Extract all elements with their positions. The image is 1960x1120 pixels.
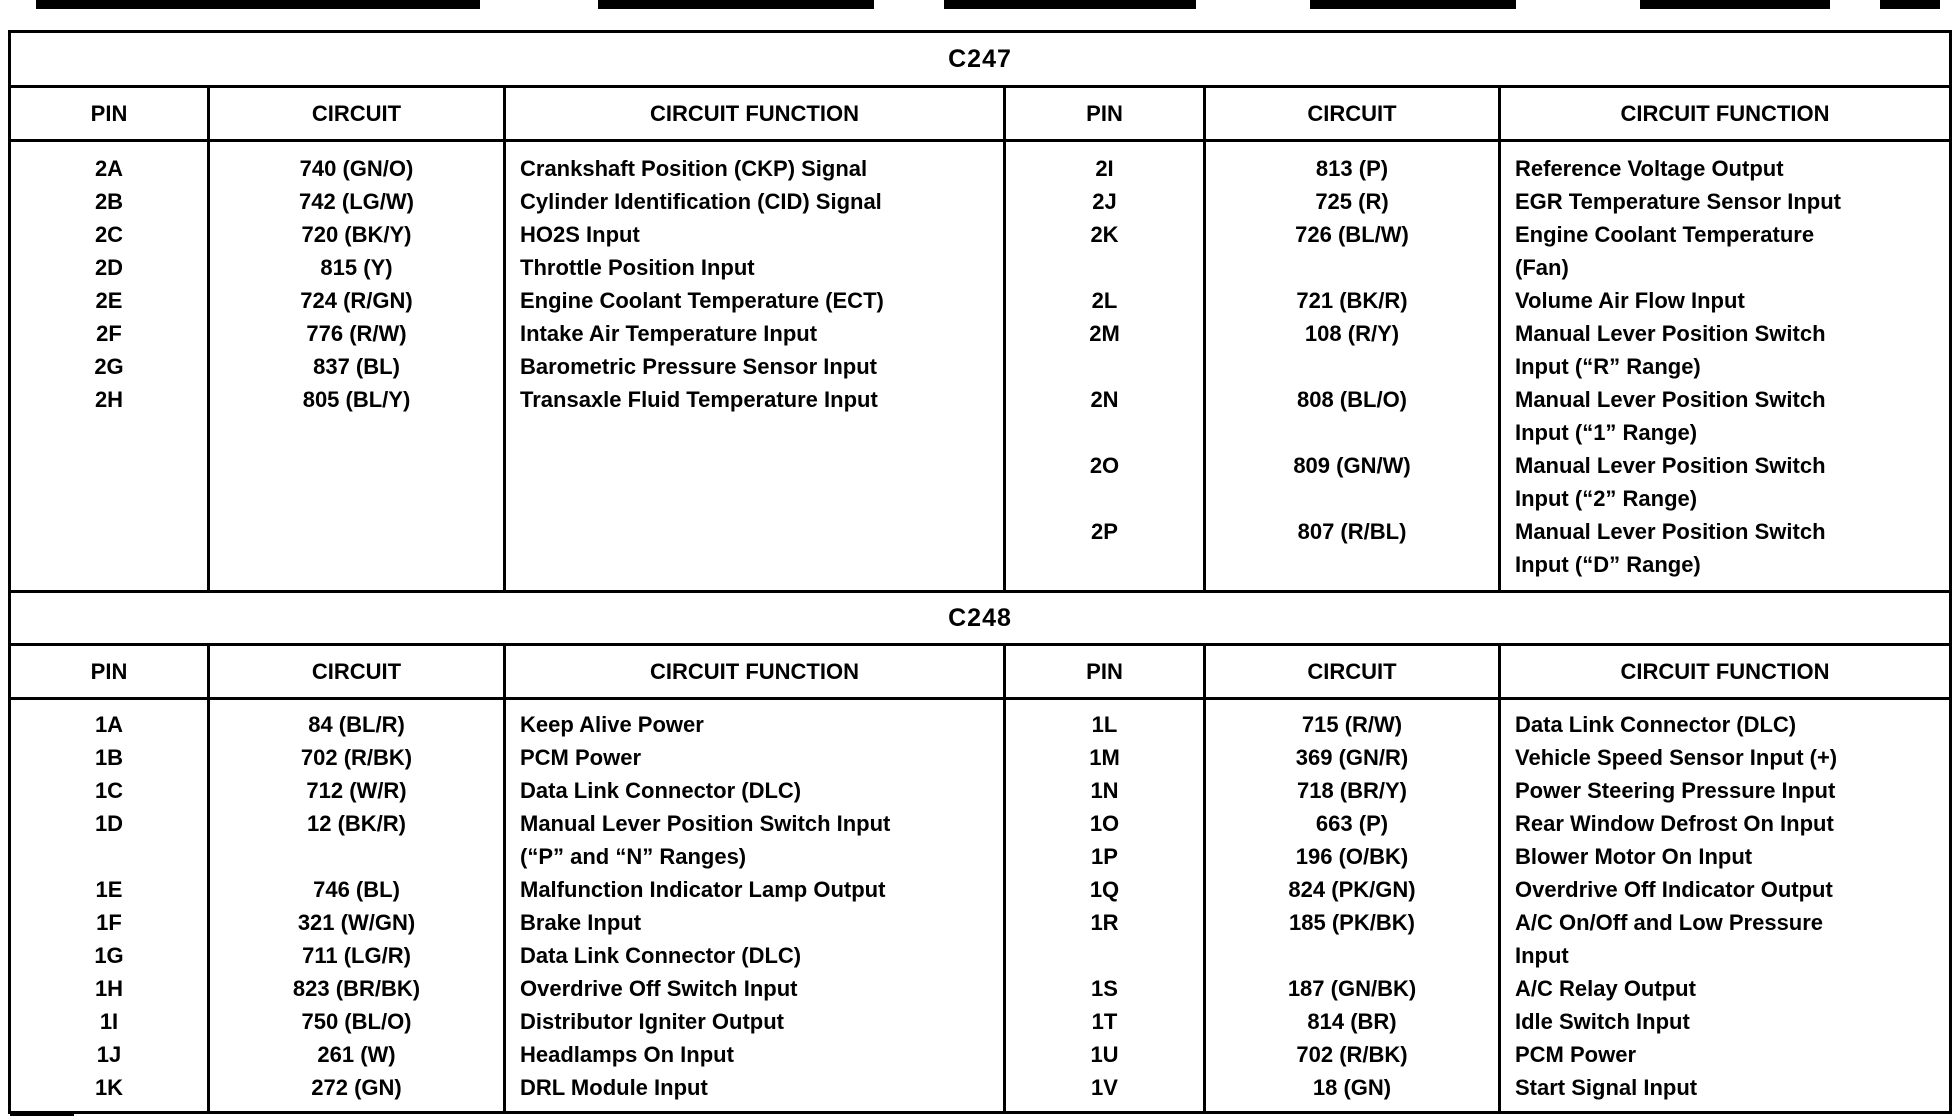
table-cell-line: 2B [94,189,124,214]
table-cell-line: 1C [94,778,124,803]
table-cell-line: Manual Lever Position Switch [1515,321,1826,346]
table-cell-line: 272 (GN) [311,1075,402,1100]
table-cell-line: 185 (PK/BK) [1289,910,1415,935]
table-cell-line: 715 (R/W) [1301,712,1403,737]
table-cell-line: 720 (BK/Y) [301,222,412,247]
table-cell-line: Barometric Pressure Sensor Input [520,354,878,379]
table-cell-line: 1O [1089,811,1120,836]
table-cell-line: 1J [96,1042,122,1067]
table-cell-line: 1N [1090,778,1119,803]
table-cell-line: Input (“1” Range) [1515,420,1698,445]
table-cell-line: 813 (P) [1315,156,1389,181]
c247-right-pin-column [1006,142,1206,590]
table-cell-line: Manual Lever Position Switch [1515,453,1826,478]
table-cell-line [11,840,207,873]
table-cell-line: 108 (R/Y) [1304,321,1400,346]
table-cell-line: 1S [1091,976,1118,1001]
table-cell-line: Data Link Connector (DLC) [520,943,802,968]
table-cell-line: 2C [94,222,124,247]
c247-left-pin-column [11,142,210,590]
table-cell-line: 84 (BL/R) [308,712,405,737]
table-cell-line: 776 (R/W) [306,321,407,346]
table-cell-line: A/C Relay Output [1515,976,1696,1001]
table-cell-line: 1I [99,1009,119,1034]
table-cell-line: 12 (BK/R) [306,811,406,836]
table-cell-line: Transaxle Fluid Temperature Input [520,387,878,412]
table-cell-line [1206,548,1498,581]
table-cell-line: 2O [1089,453,1120,478]
table-cell-line: 712 (W/R) [306,778,407,803]
table-cell-line: 2F [96,321,122,346]
table-cell-line: Blower Motor On Input [1515,844,1753,869]
table-cell-line: Manual Lever Position Switch [1515,387,1826,412]
c247-right-circuit-column [1206,142,1501,590]
table-cell-line: 2A [94,156,124,181]
table-cell-line: EGR Temperature Sensor Input [1515,189,1841,214]
table-cell-line: 1V [1091,1075,1118,1100]
table-cell-line: 1F [96,910,122,935]
table-cell-line [1206,416,1498,449]
table-cell-line: 261 (W) [317,1042,396,1067]
table-cell-line: 1L [1091,712,1118,737]
table-cell-line: Rear Window Defrost On Input [1515,811,1834,836]
table-cell-line: 196 (O/BK) [1295,844,1409,869]
table-cell-line: 321 (W/GN) [297,910,416,935]
table-cell-line: 369 (GN/R) [1295,745,1409,770]
table-cell-line: 2E [95,288,123,313]
table-cell-line: 725 (R) [1315,189,1389,214]
table-cell-line: Throttle Position Input [520,255,755,280]
scan-artifact-bar [598,0,874,9]
table-cell-line: Idle Switch Input [1515,1009,1690,1034]
table-cell-line: 1B [94,745,124,770]
table-cell-line [1006,939,1203,972]
connector-pinout-table [8,30,1952,1114]
table-cell-line: 18 (GN) [1312,1075,1392,1100]
scan-artifact-bar [1880,0,1940,9]
table-cell-line: 1E [95,877,123,902]
scan-artifact-bar [1310,0,1516,9]
table-cell-line: 711 (LG/R) [302,943,411,968]
table-cell-line: 1Q [1089,877,1120,902]
table-cell-line: Manual Lever Position Switch [1515,519,1826,544]
table-cell-line: 2K [1090,222,1119,247]
table-cell-line: Intake Air Temperature Input [520,321,818,346]
table-cell-line: 2G [94,354,124,379]
header-pin-right: PIN [1006,88,1206,139]
table-cell-line: Crankshaft Position (CKP) Signal [520,156,868,181]
header-function-left: CIRCUIT FUNCTION [506,88,1006,139]
table-cell-line: Keep Alive Power [520,712,704,737]
table-cell-line: 187 (GN/BK) [1287,976,1417,1001]
table-cell-line [1006,416,1203,449]
table-cell-line: 809 (GN/W) [1293,453,1411,478]
table-cell-line: 1U [1090,1042,1119,1067]
c248-right-function-column [1501,700,1949,1111]
table-cell-line: 815 (Y) [320,255,393,280]
c248-right-pin-column [1006,700,1206,1111]
table-cell-line: PCM Power [520,745,642,770]
table-cell-line: Start Signal Input [1515,1075,1698,1100]
table-cell-line: 1D [94,811,124,836]
c247-left-function-column [506,142,1006,590]
c248-left-function-column [506,700,1006,1111]
table-cell-line: 750 (BL/O) [301,1009,412,1034]
scan-artifact-bar [944,0,1196,9]
table-cell-line [1206,350,1498,383]
table-cell-line [1006,251,1203,284]
body-c247 [11,142,1949,593]
table-cell-line: 742 (LG/W) [299,189,414,214]
table-cell-line: 702 (R/BK) [1296,1042,1408,1067]
table-cell-line: Input (“R” Range) [1515,354,1701,379]
table-cell-line: Engine Coolant Temperature (ECT) [520,288,884,313]
table-cell-line [1006,350,1203,383]
table-cell-line [1206,939,1498,972]
table-cell-line: 1R [1090,910,1119,935]
header-pin-left: PIN [11,646,210,697]
header-function-left: CIRCUIT FUNCTION [506,646,1006,697]
table-cell-line: Input (“D” Range) [1515,552,1701,577]
table-cell-line: 1G [94,943,124,968]
table-cell-line: PCM Power [1515,1042,1637,1067]
table-cell-line: 2J [1092,189,1117,214]
body-c248 [11,700,1949,1111]
table-cell-line [210,840,503,873]
table-cell-line: 2M [1089,321,1120,346]
table-cell-line: Distributor Igniter Output [520,1009,784,1034]
table-cell-line: Data Link Connector (DLC) [520,778,802,803]
header-row-c248 [11,646,1949,700]
table-title-c247: C247 [11,33,1949,88]
table-cell-line: Input [1515,943,1569,968]
table-cell-line: DRL Module Input [520,1075,708,1100]
header-function-right: CIRCUIT FUNCTION [1620,658,1830,684]
table-cell-line: 2D [94,255,124,280]
table-cell-line: 702 (R/BK) [300,745,413,770]
header-row-c247 [11,88,1949,142]
table-cell-line: Cylinder Identification (CID) Signal [520,189,882,214]
table-cell-line: Engine Coolant Temperature [1515,222,1815,247]
table-cell-line: 724 (R/GN) [300,288,413,313]
table-cell-line: 1T [1091,1009,1118,1034]
header-circuit-left: CIRCUIT [210,88,506,139]
table-cell-line: A/C On/Off and Low Pressure [1515,910,1824,935]
table-cell-line: Input (“2” Range) [1515,486,1698,511]
table-cell-line [1006,548,1203,581]
table-cell-line: Data Link Connector (DLC) [1515,712,1797,737]
table-cell-line: 2P [1091,519,1118,544]
table-cell-line: 740 (GN/O) [299,156,414,181]
table-cell-line: 726 (BL/W) [1295,222,1409,247]
table-cell-line: Vehicle Speed Sensor Input (+) [1515,745,1838,770]
table-cell-line: 663 (P) [1315,811,1389,836]
table-cell-line: 746 (BL) [313,877,400,902]
scan-artifact-bar [1640,0,1830,9]
table-cell-line: HO2S Input [520,222,640,247]
header-circuit-right: CIRCUIT [1206,88,1501,139]
table-cell-line: 814 (BR) [1307,1009,1397,1034]
header-pin-right: PIN [1006,646,1206,697]
table-cell-line: 824 (PK/GN) [1288,877,1416,902]
header-circuit-left: CIRCUIT [210,646,506,697]
table-cell-line: 1A [94,712,124,737]
table-cell-line: 2I [1095,156,1114,181]
table-cell-line: 823 (BR/BK) [292,976,421,1001]
header-pin-left: PIN [11,88,210,139]
c248-left-circuit-column [210,700,506,1111]
table-cell-line: 1K [94,1075,124,1100]
table-cell-line [1006,482,1203,515]
table-cell-line: 2L [1091,288,1118,313]
table-cell-line: Manual Lever Position Switch Input [520,811,891,836]
c248-right-circuit-column [1206,700,1501,1111]
table-cell-line: 721 (BK/R) [1296,288,1408,313]
table-cell-line: 718 (BR/Y) [1296,778,1408,803]
table-cell-line: Power Steering Pressure Input [1515,778,1836,803]
table-cell-line: 805 (BL/Y) [302,387,411,412]
table-cell-line: (Fan) [1515,255,1569,280]
table-cell-line: 1H [94,976,124,1001]
c247-right-function-column [1501,142,1949,590]
table-cell-line: 2N [1090,387,1119,412]
table-cell-line: Reference Voltage Output [1515,156,1784,181]
header-circuit-right: CIRCUIT [1206,646,1501,697]
c248-left-pin-column [11,700,210,1111]
table-cell-line: Brake Input [520,910,642,935]
table-cell-line: 1M [1089,745,1120,770]
table-cell-line: 2H [94,387,124,412]
scan-artifact-bar [36,0,480,9]
table-cell-line: Overdrive Off Indicator Output [1515,877,1833,902]
table-cell-line: 807 (R/BL) [1297,519,1407,544]
table-cell-line: (“P” and “N” Ranges) [520,844,747,869]
header-function-right: CIRCUIT FUNCTION [1620,100,1830,126]
table-cell-line: Volume Air Flow Input [1515,288,1745,313]
table-cell-line: 1P [1091,844,1118,869]
table-cell-line: Malfunction Indicator Lamp Output [520,877,886,902]
table-cell-line [1206,251,1498,284]
table-cell-line: Overdrive Off Switch Input [520,976,798,1001]
table-title-c248: C248 [11,593,1949,646]
table-cell-line: 837 (BL) [313,354,400,379]
table-cell-line: Headlamps On Input [520,1042,734,1067]
c247-left-circuit-column [210,142,506,590]
table-cell-line [1206,482,1498,515]
table-cell-line: 808 (BL/O) [1296,387,1408,412]
